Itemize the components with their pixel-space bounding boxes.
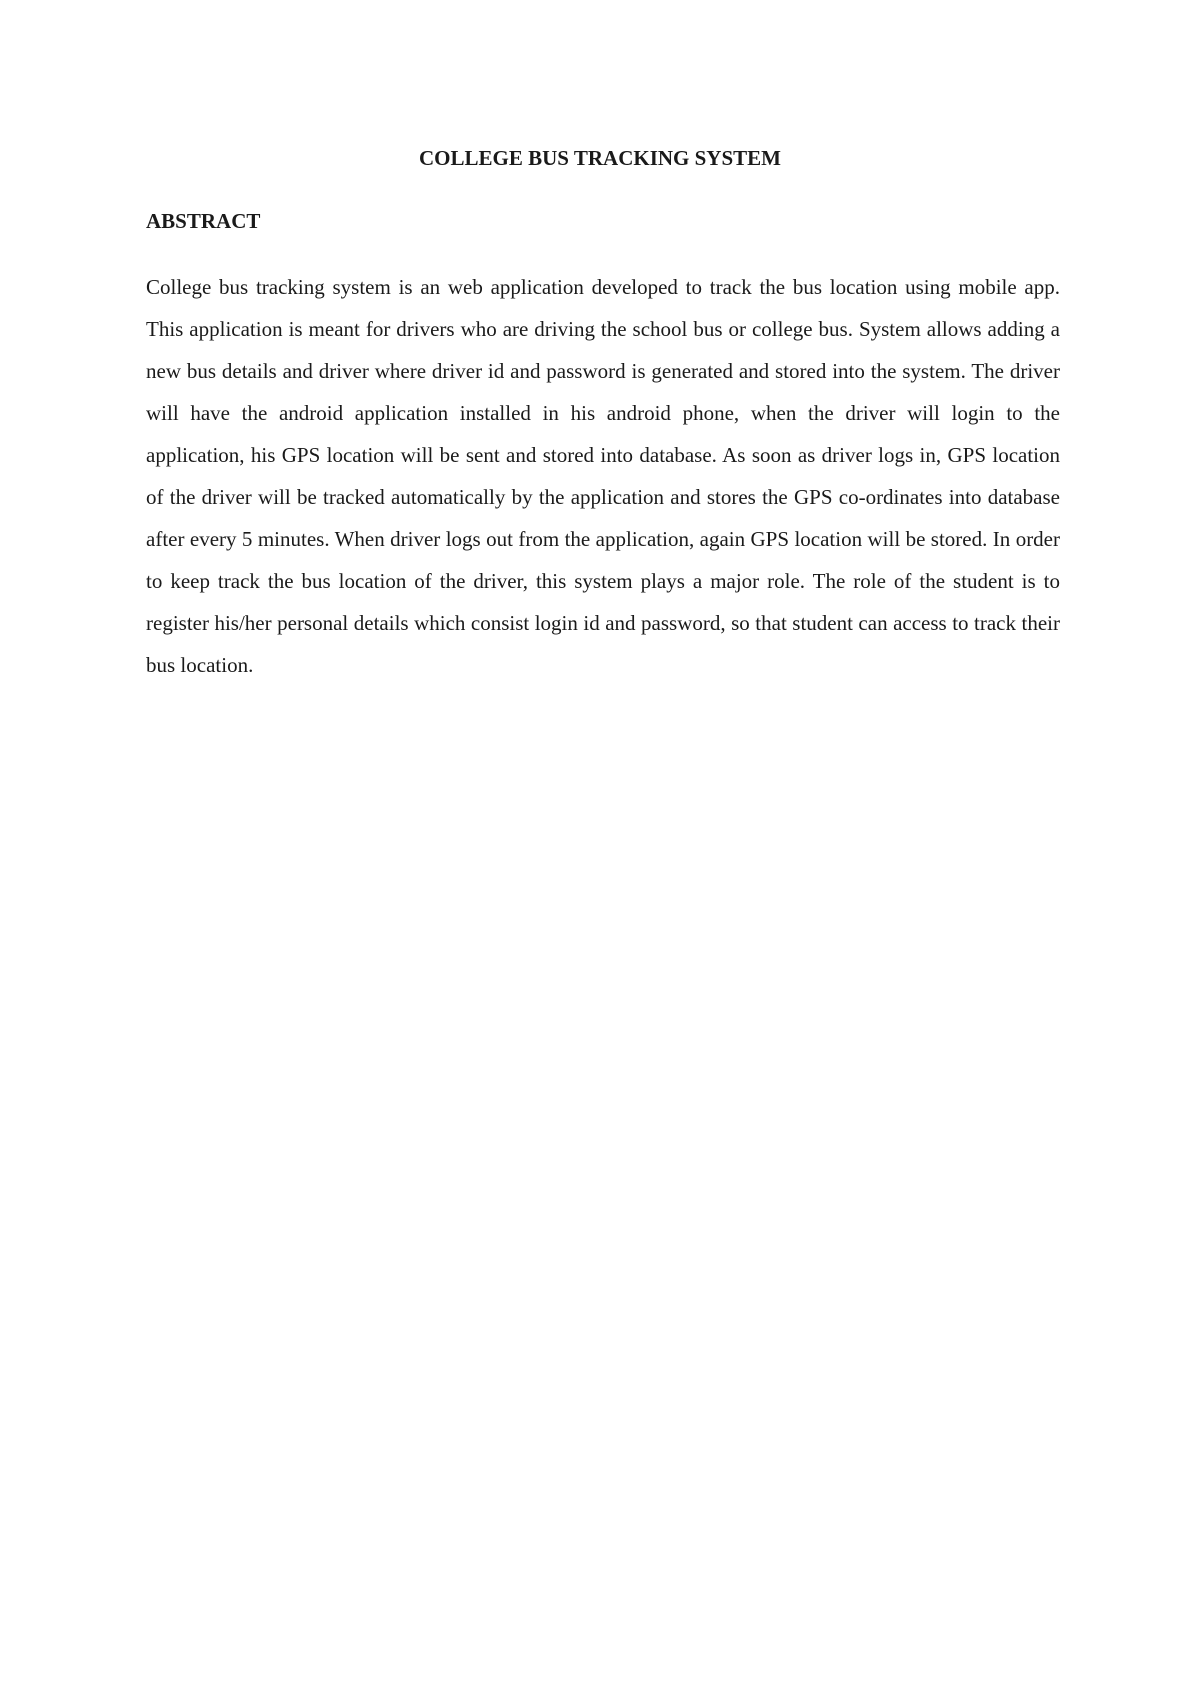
- abstract-heading: ABSTRACT: [146, 209, 261, 233]
- abstract-paragraph: College bus tracking system is an web application developed to track the bus location using mobile app. This application is meant for drivers who are driving the school bus or college bus. System allows adding a new bus details and driver where driver id and password is generated and stored into the system. The driver will have the android application installed in his android phone, when the driver will login to the application, his GPS location will be sent and stored into database. As soon as driver logs in, GPS location of the driver will be tracked automatically by the application and stores the GPS co-ordinates into database after every 5 minutes. When driver logs out from the application, again GPS location will be stored. In order to keep track the bus location of the driver, this system plays a major role. The role of the student is to register his/her personal details which consist login id and password, so that student can access to track their bus location.: [146, 275, 1060, 677]
- document-title: COLLEGE BUS TRACKING SYSTEM: [419, 146, 781, 170]
